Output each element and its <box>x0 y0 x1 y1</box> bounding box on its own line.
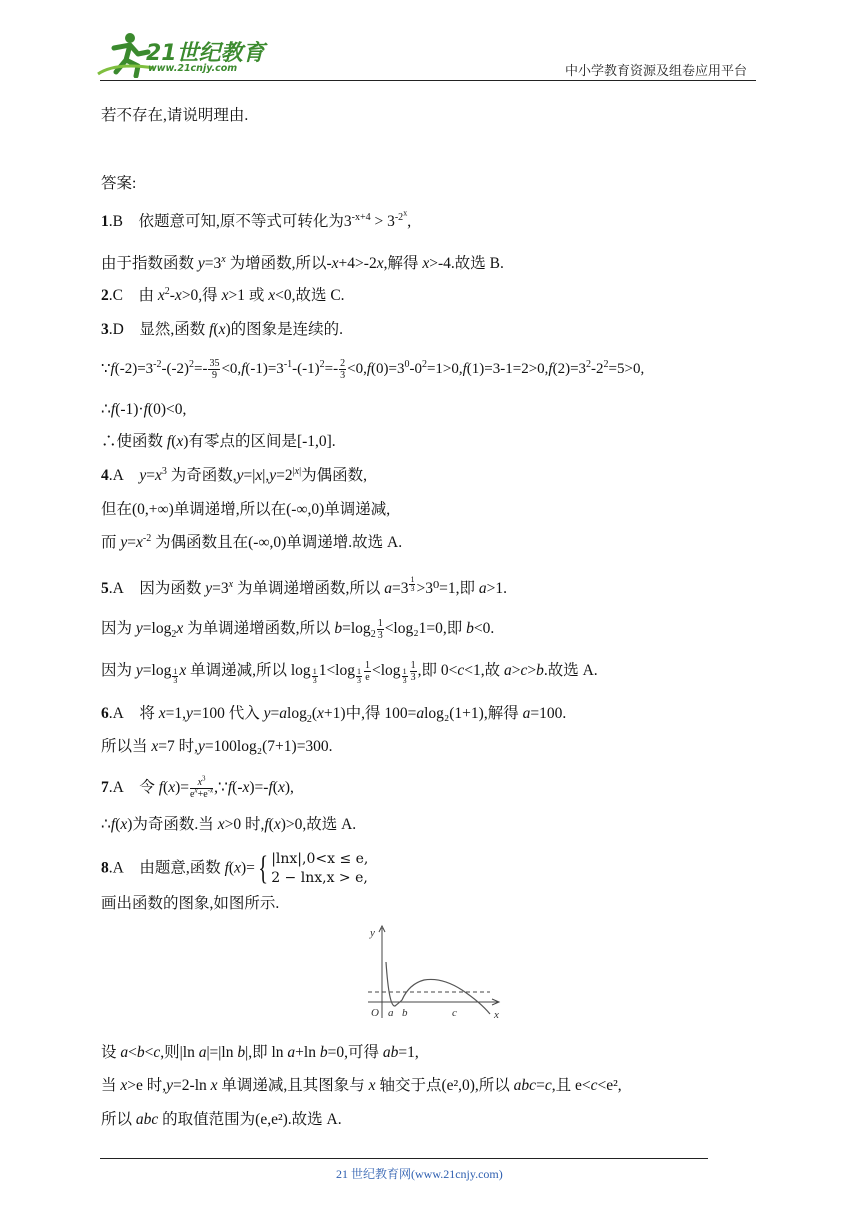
q3-line-1: 3.D 显然,函数 f(x)的图象是连续的. <box>101 321 344 338</box>
q7-line-2: ∴f(x)为奇函数.当 x>0 时,f(x)>0,故选 A. <box>101 816 357 833</box>
point-b-label: b <box>402 1007 408 1019</box>
logo-main-text: 21世纪教育 <box>146 41 265 66</box>
q4-line-2: 但在(0,+∞)单调递增,所以在(-∞,0)单调递减, <box>101 501 391 518</box>
q8-case-2: 2 − lnx,x > e, <box>271 870 368 886</box>
function-graph <box>362 922 512 1022</box>
point-c-label: c <box>452 1007 457 1019</box>
q8-line-5: 所以 abc 的取值范围为(e,e²).故选 A. <box>101 1111 342 1128</box>
q3-line-4: ∴使函数 f(x)有零点的区间是[-1,0]. <box>101 433 336 450</box>
q4-line-1: 4.A $y=x^3$ 为奇函数$,y=|x|,y=2^{|x|}$为偶函数, <box>101 465 368 484</box>
logo-sub-text: www.21cnjy.com <box>148 63 238 74</box>
q8-line-3: 设 a<b<c,则|ln a|=|ln b|,即 ln a+ln b=0,可得 ab=1, <box>101 1044 419 1061</box>
q1-line-2: 由于指数函数 $y=3^x$ 为增函数,所以-x+4>-2x,解得 x>-4.故选 B. <box>101 253 504 272</box>
q1-line-1: 1.B 依题意可知,原不等式可转化为$3^{-x+4} > 3^{-2^x}$, <box>101 208 412 230</box>
y-axis-label: y <box>370 927 375 939</box>
q8-case-1: |lnx|,0<x ≤ e, <box>271 851 369 867</box>
q3-line-3: ∴f(-1)·f(0)<0, <box>101 401 187 418</box>
q4-line-3: 而 $y=x^{-2}$ 为偶函数且在(-∞,0)单调递增.故选 A. <box>101 532 403 551</box>
q3-line-2: $\because f(-2)=3^{-2}-(-2)^2=-$ $\frac{35}{9}$ $<0,f(-1)=3^{-1}-(-1)^2=-$ $\frac{2}{3}$ $<0,f(0)=3^0-0^2=1>0,f(1)=3-1=2>0,f(2)=3^2-2^2=5>0$, <box>101 358 645 381</box>
q8-line-4: 当 x>e 时,y=2-ln x 单调递减,且其图象与 x 轴交于点(e²,0),所以 abc=c,且 e<c<e², <box>101 1077 622 1094</box>
footer-rule <box>100 1158 708 1159</box>
q5-line-1: 5.A 因为函数 $y=3^x$ 为单调递增函数,所以 a=3 $^{\frac{1}{3}}$ >3⁰=1,即 a>1. <box>101 575 508 597</box>
answers-label: 答案: <box>101 175 137 192</box>
q8-line-1: 8.A 由题意,函数 f(x)={ |lnx|,0<x ≤ e, 2 − lnx,x > e, <box>101 850 369 887</box>
origin-label: O <box>371 1007 379 1019</box>
q1-number: 1 <box>101 213 109 230</box>
point-a-label: a <box>388 1007 394 1019</box>
x-axis-label: x <box>494 1009 499 1021</box>
header-platform-text: 中小学教育资源及组卷应用平台 <box>565 64 748 79</box>
header-logo <box>96 32 266 80</box>
footer-text[interactable]: 21 世纪教育网(www.21cnjy.com) <box>336 1167 503 1181</box>
q8-line-2: 画出函数的图象,如图所示. <box>101 895 280 912</box>
q6-line-2: 所以当 x=7 时,y=100log₂(7+1)=300. <box>101 738 333 755</box>
q6-line-1: 6.A 将 x=1,y=100 代入 y=alog$_2$(x+1)中,得 100=alog₂(1+1),解得 a=100. <box>101 705 567 726</box>
q7-line-1: 7.A 令 f(x)= $\frac{x^3}{e^x+e^{-x}}$ ,∵f(-x)=-f(x), <box>101 774 294 800</box>
intro-text: 若不存在,请说明理由. <box>101 107 249 124</box>
q2-line: 2.C 由 $x^2-x>0$,得 x>1 或 x<0,故选 C. <box>101 285 345 304</box>
q5-line-3: 因为 y=log $_{\frac{1}{3}}$ x 单调递减,所以 log $_{\frac{1}{3}}$ 1<log $_{\frac{1}{3}}$ $\frac{1}{e}$ <log $_{\frac{1}{3}}$ $\frac{1}{3}$ ,即 0<c<1,故 a>c>b.故选 A. <box>101 660 598 686</box>
q5-line-2: 因为 $y=\log_2x$ 为单调递增函数,所以 $b=\log_2$ $\frac{1}{3}$ <log₂1=0,即 b<0. <box>101 618 495 641</box>
header-rule <box>100 80 756 81</box>
